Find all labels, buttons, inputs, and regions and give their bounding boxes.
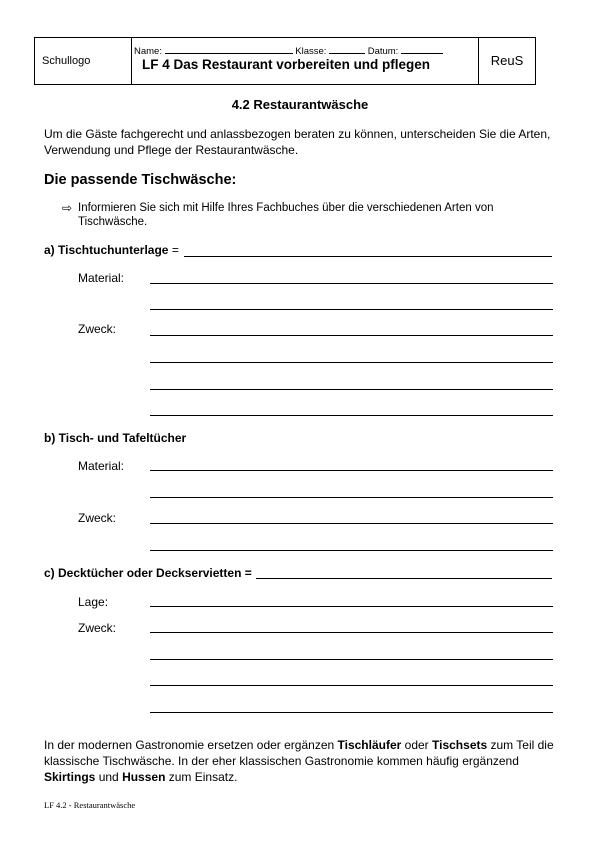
term-tischlaeufer: Tischläufer (337, 738, 402, 752)
datum-label: Datum: (367, 46, 399, 57)
answer-line[interactable] (150, 335, 553, 336)
answer-line[interactable] (150, 523, 553, 524)
worksheet-title: LF 4 Das Restaurant vorbereiten und pflegen (142, 57, 431, 72)
klasse-field-line[interactable] (329, 44, 365, 54)
answer-line[interactable] (150, 283, 553, 284)
datum-field-line[interactable] (401, 44, 443, 54)
term-hussen: Hussen (122, 770, 166, 784)
logo-cell (35, 38, 132, 84)
answer-line[interactable] (150, 470, 553, 471)
answer-line[interactable] (150, 415, 553, 416)
answer-line[interactable] (150, 606, 553, 607)
section-a-title: a) Tischtuchunterlage = (44, 243, 179, 257)
klasse-label: Klasse: (295, 46, 327, 57)
section-a-answer-line[interactable] (184, 256, 552, 257)
section-b-zweck-label: Zweck: (78, 511, 117, 525)
student-info-row (134, 44, 443, 57)
answer-line[interactable] (150, 550, 553, 551)
intro-text: Um die Gäste fachgerecht und anlassbezogen beraten zu können, unterscheiden Sie die Arten, Verwendung und Pflege der Restaurantwäsche. (44, 127, 551, 157)
author-code: ReuS (490, 53, 524, 68)
worksheet-header (34, 37, 536, 85)
answer-line[interactable] (150, 659, 553, 660)
term-skirtings: Skirtings (44, 770, 96, 784)
author-cell (478, 38, 535, 84)
term-tischsets: Tischsets (432, 738, 488, 752)
answer-line[interactable] (150, 685, 553, 686)
section-b-title: b) Tisch- und Tafeltücher (44, 431, 187, 445)
answer-line[interactable] (150, 632, 553, 633)
section-b-material-label: Material: (78, 459, 125, 473)
name-field-line[interactable] (165, 44, 293, 54)
section-a-zweck-label: Zweck: (78, 322, 117, 336)
section-heading: Die passende Tischwäsche: (44, 172, 237, 188)
school-logo: Schullogo (42, 55, 91, 67)
section-c-title: c) Decktücher oder Deckservietten = (44, 566, 252, 580)
answer-line[interactable] (150, 362, 553, 363)
task-instruction: Informieren Sie sich mit Hilfe Ihres Fachbuches über die verschiedenen Arten von Tischwäsche. (78, 202, 494, 228)
arrow-right-icon: ⇨ (62, 201, 73, 215)
answer-line[interactable] (150, 497, 553, 498)
section-c-lage-label: Lage: (78, 595, 109, 609)
answer-line[interactable] (150, 389, 553, 390)
page-footer: LF 4.2 - Restaurantwäsche (44, 800, 136, 810)
section-c-zweck-label: Zweck: (78, 621, 117, 635)
closing-paragraph: In der modernen Gastronomie ersetzen oder ergänzen Tischläufer oder Tischsets zum Teil die klassische Tischwäsche. In der eher klassischen Gastronomie kommen häufig ergänzend Skirtings und Hussen zum Einsatz. (44, 738, 554, 784)
answer-line[interactable] (150, 712, 553, 713)
section-c-answer-line[interactable] (256, 578, 552, 579)
name-label: Name: (134, 46, 162, 57)
page-subtitle: 4.2 Restaurantwäsche (231, 97, 369, 112)
section-a-material-label: Material: (78, 271, 125, 285)
answer-line[interactable] (150, 309, 553, 310)
